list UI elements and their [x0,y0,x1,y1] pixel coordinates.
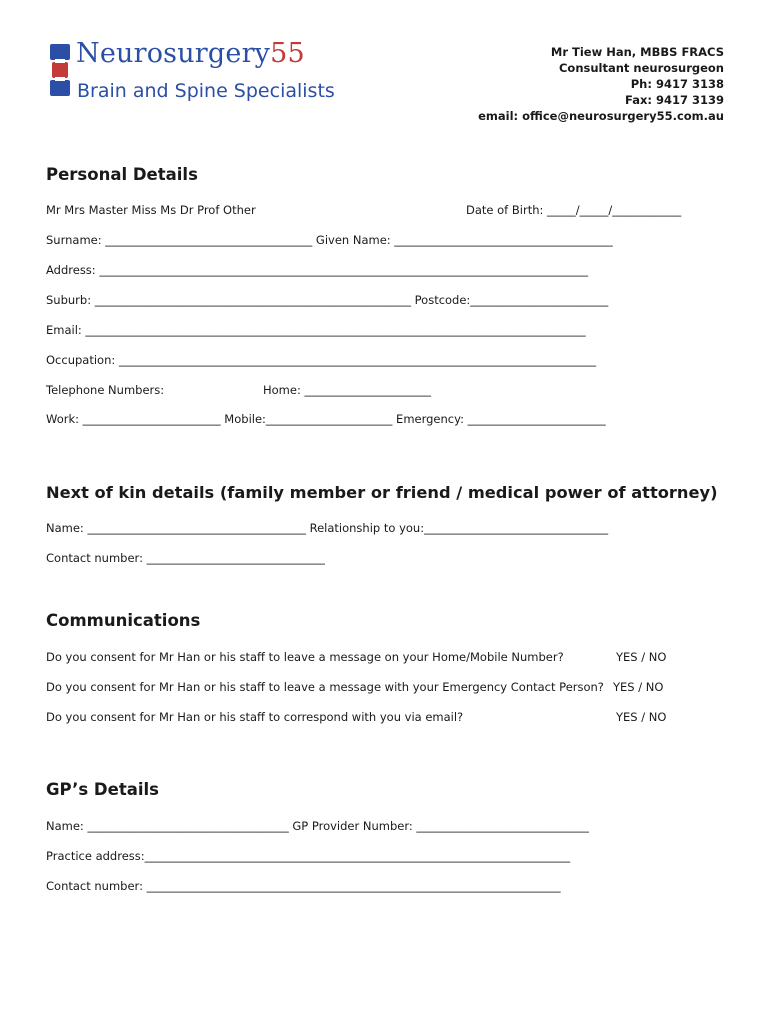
address-field[interactable]: Address: _____________________________________________________________________________________ [46,263,589,277]
logo-subtitle: Brain and Spine Specialists [77,80,335,102]
logo-title-number: 55 [270,38,305,69]
next-of-kin-heading: Next of kin details (family member or friend / medical power of attorney) [46,483,718,502]
logo-title [76,38,305,69]
consent-question-emergency: Do you consent for Mr Han or his staff to leave a message with your Emergency Contact Person? [46,680,604,694]
consent-answer-email[interactable]: YES / NO [616,710,667,724]
email-address: email: office@neurosurgery55.com.au [478,109,724,123]
phone-number: Ph: 9417 3138 [630,77,724,91]
nok-name-relationship-field[interactable]: Name: ______________________________________ Relationship to you:________________________________ [46,521,609,535]
gp-name-provider-field[interactable]: Name: ___________________________________ GP Provider Number: ______________________________ [46,819,589,833]
gp-practice-address-field[interactable]: Practice address:__________________________________________________________________________ [46,849,571,863]
nok-contact-number-field[interactable]: Contact number: _______________________________ [46,551,325,565]
surname-given-name-field[interactable]: Surname: ____________________________________ Given Name: ______________________________________ [46,233,613,247]
clinic-logo [48,38,348,106]
email-field[interactable]: Email: _______________________________________________________________________________________ [46,323,586,337]
suburb-postcode-field[interactable]: Suburb: _______________________________________________________ Postcode:________________________ [46,293,609,307]
consent-answer-phone[interactable]: YES / NO [616,650,667,664]
spine-logo-icon [48,42,72,102]
personal-details-heading: Personal Details [46,165,198,184]
gp-contact-number-field[interactable]: Contact number: ________________________________________________________________________ [46,879,561,893]
title-options[interactable]: Mr Mrs Master Miss Ms Dr Prof Other [46,203,256,217]
date-of-birth-field[interactable]: Date of Birth: _____/_____/____________ [466,203,682,217]
communications-heading: Communications [46,611,201,630]
telephone-numbers-label: Telephone Numbers: [46,383,165,397]
home-phone-field[interactable]: Home: ______________________ [263,383,431,397]
doctor-name: Mr Tiew Han, MBBS FRACS [550,45,724,59]
consent-question-email: Do you consent for Mr Han or his staff to correspond with you via email? [46,710,464,724]
occupation-field[interactable]: Occupation: ___________________________________________________________________________________ [46,353,597,367]
gp-details-heading: GP’s Details [46,780,159,799]
logo-title-text: Neurosurgery [76,38,271,69]
fax-number: Fax: 9417 3139 [625,93,724,107]
doctor-role: Consultant neurosurgeon [558,61,724,75]
contact-block [478,44,724,124]
consent-answer-emergency[interactable]: YES / NO [613,680,664,694]
consent-question-phone: Do you consent for Mr Han or his staff to leave a message on your Home/Mobile Number? [46,650,564,664]
work-mobile-emergency-field[interactable]: Work: ________________________ Mobile:______________________ Emergency: ________________________ [46,412,606,426]
